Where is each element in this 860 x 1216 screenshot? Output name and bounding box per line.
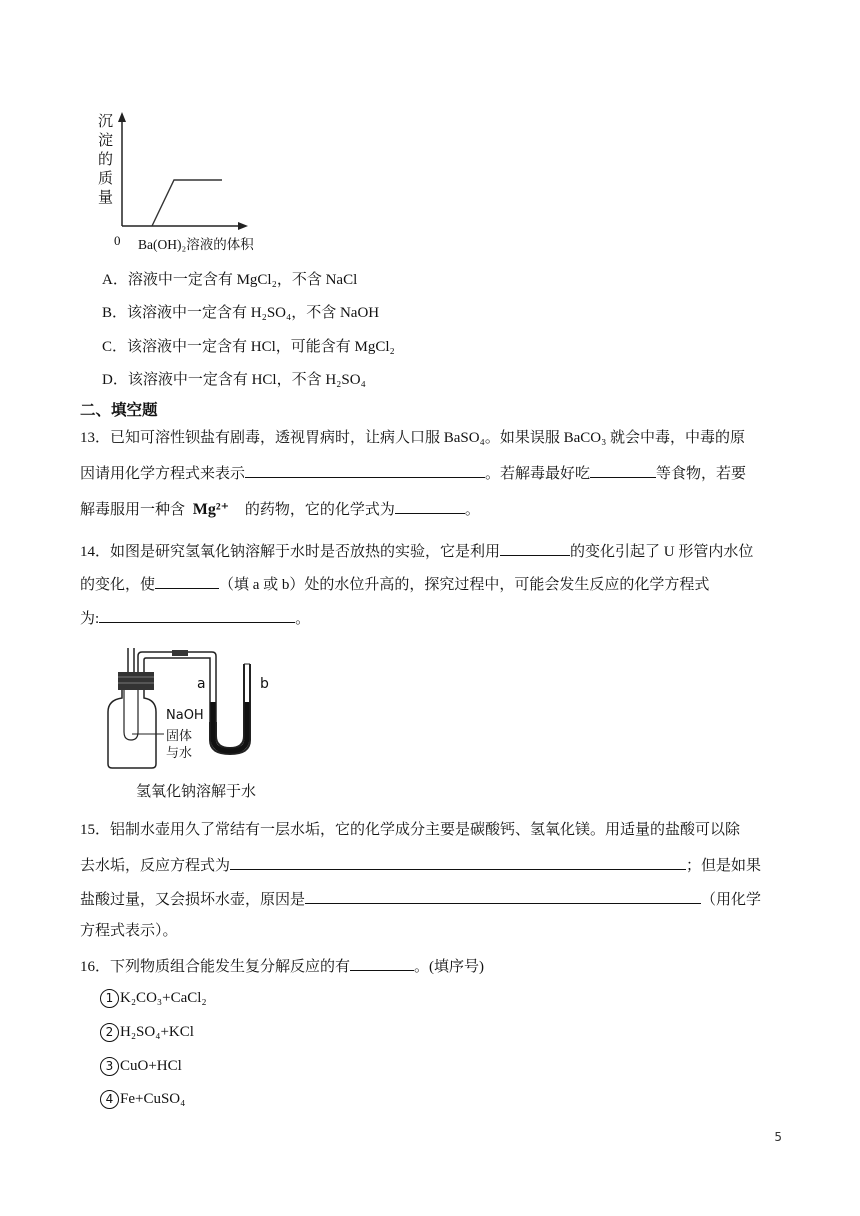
label-water: 与水: [166, 746, 193, 761]
q14-text: 14．如图是研究氢氧化钠溶解于水时是否放热的实验，它是利用: [80, 544, 501, 560]
q16-item-text: Fe+CuSO₄: [120, 1091, 186, 1107]
page-number: 5: [774, 1130, 782, 1144]
q13-text: 等食物，若要: [656, 466, 747, 482]
q16-text: 。(填序号): [414, 959, 485, 975]
section-title: 二、填空题: [80, 401, 158, 419]
q15-text: 盐酸过量，又会损坏水壶，原因是: [80, 892, 306, 908]
circled-number: 2: [100, 1023, 119, 1042]
circled-number: 4: [100, 1090, 119, 1109]
q16-item-text: K₂CO₃+CaCl₂: [120, 990, 207, 1006]
q16-item: [100, 1089, 185, 1109]
q13-blank-equation[interactable]: [245, 462, 485, 478]
q14-line2: [80, 573, 709, 595]
q13-blank-food[interactable]: [590, 462, 656, 478]
q15-text: 去水垢，反应方程式为: [80, 858, 231, 874]
q16-blank-answer[interactable]: [350, 955, 414, 971]
mg-ion-label: Mg²⁺: [192, 501, 230, 518]
q16-item-text: CuO+HCl: [120, 1058, 182, 1074]
q13-text: 因请用化学方程式来表示: [80, 466, 246, 482]
q13-line3: [80, 498, 480, 520]
label-naoh: NaOH: [166, 708, 204, 723]
q13-text: 。: [464, 502, 480, 518]
q14-text: 的变化引起了 U 形管内水位: [570, 544, 754, 560]
q14-text: 为:: [80, 611, 100, 627]
figure-caption: 氢氧化钠溶解于水: [136, 782, 257, 800]
apparatus-figure: [100, 642, 290, 807]
q15-line4: 方程式表示）。: [80, 923, 178, 939]
q13-text: 的药物，它的化学式为: [244, 502, 395, 518]
y-label-char: 沉: [98, 112, 114, 130]
circled-number: 3: [100, 1057, 119, 1076]
option-c: C．该溶液中一定含有 HCl，可能含有 MgCl₂: [102, 339, 395, 355]
option-a: A．溶液中一定含有 MgCl₂，不含 NaCl: [102, 272, 358, 288]
precipitate-graph: [92, 108, 282, 253]
graph-axes-and-curve: [92, 108, 282, 233]
q16-item: [100, 1056, 182, 1076]
q14-line3: [80, 607, 310, 629]
q14-text: 的变化，使: [80, 577, 156, 593]
graph-x-label: Ba(OH)₂溶液的体积: [138, 237, 254, 252]
y-label-char: 量: [98, 188, 114, 206]
q13-text: 。若解毒最好吃: [485, 466, 591, 482]
option-d: D．该溶液中一定含有 HCl，不含 H₂SO₄: [102, 372, 366, 388]
q16-item: [100, 988, 207, 1008]
q14-line1: [80, 540, 753, 562]
q14-text: 。: [295, 611, 311, 627]
q13-blank-formula[interactable]: [395, 498, 465, 514]
q16-text: 16．下列物质组合能发生复分解反应的有: [80, 959, 351, 975]
q16-line1: [80, 955, 484, 977]
q13-line1: 13．已知可溶性钡盐有剧毒，透视胃病时，让病人口服 BaSO₄。如果误服 BaCO₃ 就会中毒，中毒的原: [80, 430, 746, 446]
q15-blank-equation1[interactable]: [230, 854, 686, 870]
q14-blank-ab[interactable]: [155, 573, 219, 589]
q14-blank-equation[interactable]: [99, 607, 295, 623]
label-solid: 固体: [166, 729, 193, 744]
y-label-char: 的: [98, 150, 114, 168]
label-a: a: [197, 676, 206, 692]
q15-text: ；但是如果: [686, 858, 762, 874]
q13-line2: [80, 462, 746, 484]
circled-number: 1: [100, 989, 119, 1008]
graph-origin: 0: [114, 233, 121, 248]
label-b: b: [260, 676, 269, 692]
q14-blank-change[interactable]: [500, 540, 570, 556]
q15-line2: [80, 854, 761, 876]
q13-text: 解毒服用一种含: [80, 502, 186, 518]
q15-line1: 15．铝制水壶用久了常结有一层水垢，它的化学成分主要是碳酸钙、氢氧化镁。用适量的盐酸可以除: [80, 822, 741, 838]
y-label-char: 质: [98, 169, 114, 187]
q15-blank-equation2[interactable]: [305, 888, 701, 904]
q15-line3: [80, 888, 761, 910]
q15-text: （用化学: [701, 892, 762, 908]
option-b: B．该溶液中一定含有 H₂SO₄，不含 NaOH: [102, 305, 380, 321]
q16-item-text: H₂SO₄+KCl: [120, 1024, 194, 1040]
q16-item: [100, 1022, 194, 1042]
y-label-char: 淀: [98, 131, 114, 149]
q14-text: （填 a 或 b）处的水位升高的，探究过程中，可能会发生反应的化学方程式: [219, 577, 710, 593]
